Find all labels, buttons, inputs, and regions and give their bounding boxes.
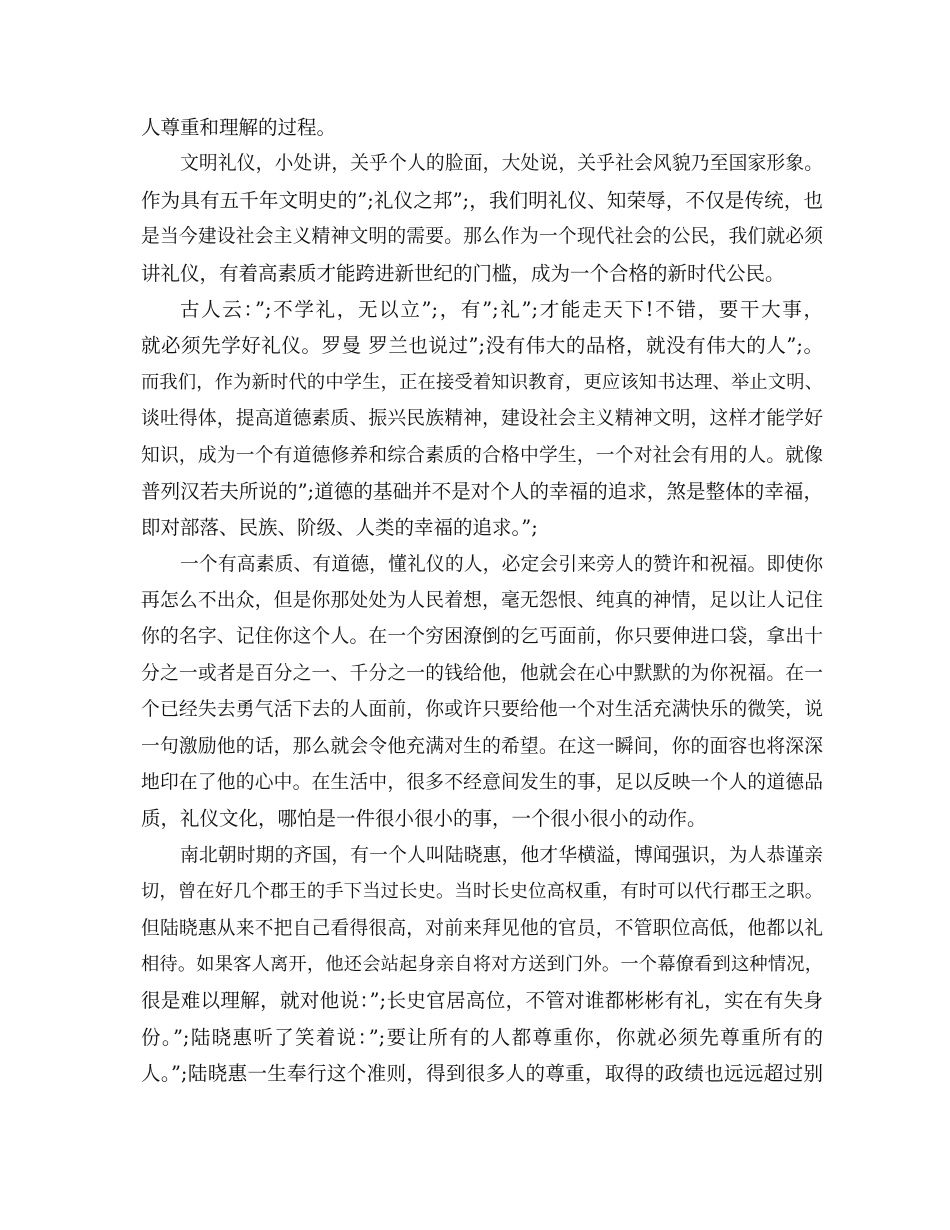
text-line: 质，礼仪文化，哪怕是一件很小很小的事，一个很小很小的动作。 — [141, 807, 707, 831]
text-line: 切，曾在好几个郡王的手下当过长史。当时长史位高权重，有时可以代行郡王之职。 — [141, 881, 823, 903]
text-line: 是当今建设社会主义精神文明的需要。那么作为一个现代社会的公民，我们就必须 — [141, 226, 823, 248]
text-line: 再怎么不出众，但是你那处处为人民着想，毫无怨恨、纯真的神情，足以让人记住 — [141, 590, 823, 612]
text-line: 人尊重和理解的过程。 — [141, 116, 337, 139]
text-line: 而我们，作为新时代的中学生，正在接受着知识教育，更应该知书达理、举止文明、 — [141, 371, 823, 393]
paragraph-first-line: 南北朝时期的齐国，有一个人叫陆晓惠，他才华横溢，博闻强识，为人恭谨亲 — [180, 844, 823, 866]
text-line: 但陆晓惠从来不把自己看得很高，对前来拜见他的官员，不管职位高低，他都以礼 — [141, 917, 823, 939]
text-line: 分之一或者是百分之一、千分之一的钱给他，他就会在心中默默的为你祝福。在一 — [141, 662, 823, 684]
text-line: 讲礼仪，有着高素质才能跨进新世纪的门槛，成为一个合格的新时代公民。 — [141, 261, 785, 285]
text-line: 个已经失去勇气活下去的人面前，你或许只要给他一个对生活充满快乐的微笑，说 — [141, 699, 823, 721]
text-line: 一句激励他的话，那么就会令他充满对生的希望。在这一瞬间，你的面容也将深深 — [141, 735, 823, 757]
text-line: 作为具有五千年文明史的”;礼仪之邦”;，我们明礼仪、知荣辱，不仅是传统，也 — [141, 188, 823, 212]
text-line: 普列汉若夫所说的”;道德的基础并不是对个人的幸福的追求，煞是整体的幸福， — [141, 479, 823, 503]
text-line: 就必须先学好礼仪。罗曼 罗兰也说过”;没有伟大的品格，就没有伟大的人”;。 — [141, 334, 823, 358]
text-line: 你的名字、记住你这个人。在一个穷困潦倒的乞丐面前，你只要伸进口袋，拿出十 — [141, 626, 823, 648]
text-line: 即对部落、民族、阶级、人类的幸福的追求。”; — [141, 516, 538, 540]
document-body — [141, 110, 823, 1093]
text-line: 很是难以理解，就对他说：”;长史官居高位，不管对谁都彬彬有礼，实在有失身 — [141, 989, 823, 1013]
text-line: 相待。如果客人离开，他还会站起身亲自将对方送到门外。一个幕僚看到这种情况， — [141, 953, 823, 975]
text-line: 知识，成为一个有道德修养和综合素质的合格中学生，一个对社会有用的人。就像 — [141, 444, 823, 466]
text-line: 谈吐得体，提高道德素质、振兴民族精神，建设社会主义精神文明，这样才能学好 — [141, 408, 823, 430]
paragraph-first-line: 一个有高素质、有道德，懂礼仪的人，必定会引来旁人的赞许和祝福。即使你 — [180, 553, 823, 575]
paragraph-first-line: 文明礼仪，小处讲，关乎个人的脸面，大处说，关乎社会风貌乃至国家形象。 — [180, 153, 823, 175]
paragraph-first-line: 古人云：”;不学礼，无以立”;，有”;礼”;才能走天下!不错，要干大事， — [180, 297, 823, 321]
text-line: 人。”;陆晓惠一生奉行这个准则，得到很多人的尊重，取得的政绩也远远超过别 — [141, 1062, 823, 1086]
text-line: 份。”;陆晓惠听了笑着说：”;要让所有的人都尊重你，你就必须先尊重所有的 — [141, 1025, 823, 1049]
text-line: 地印在了他的心中。在生活中，很多不经意间发生的事，足以反映一个人的道德品 — [141, 772, 823, 794]
